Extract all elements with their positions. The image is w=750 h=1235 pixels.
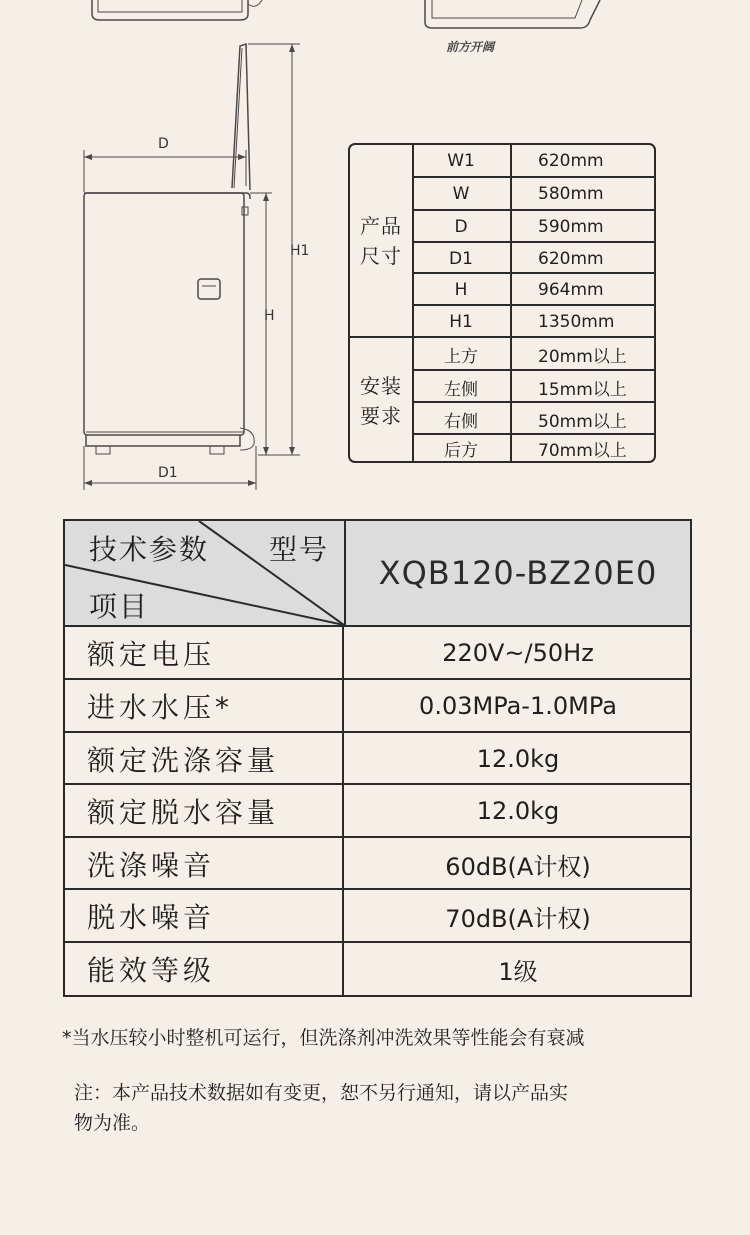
table-row (412, 433, 656, 463)
row-value: 70dB(A计权) (445, 904, 591, 933)
row-key: 脱水噪音 (65, 890, 344, 942)
header-model-label: 型号 (269, 533, 330, 566)
row-key: 进水水压* (65, 680, 344, 732)
group-label-line: 要求 (360, 403, 402, 428)
disclaimer-line: 物为准。 (74, 1112, 151, 1134)
row-value: 12.0kg (476, 797, 560, 825)
row-value: 1级 (498, 957, 538, 986)
group-label-line: 产品 (360, 213, 402, 238)
row-key: 能效等级 (65, 943, 344, 995)
group-label-line: 安装 (360, 373, 402, 398)
row-key: W1 (412, 145, 512, 177)
table-row (65, 943, 690, 995)
header-param-label: 技术参数 (89, 533, 210, 566)
row-value: 964mm (538, 280, 604, 300)
row-key: 额定洗涤容量 (65, 733, 344, 785)
table-row (412, 403, 656, 435)
table-row (412, 274, 656, 306)
table-row (412, 145, 656, 177)
row-key: W (412, 178, 512, 210)
table-row (412, 306, 656, 338)
header-corner-cell (65, 521, 346, 627)
disclaimer-note (74, 1078, 714, 1138)
row-value: 620mm (538, 249, 604, 269)
row-value: 20mm以上 (538, 346, 627, 367)
row-key: H (412, 274, 512, 306)
table-row (412, 371, 656, 403)
dimension-label-h1: H1 (290, 243, 310, 259)
footnote: *当水压较小时整机可运行，但洗涤剂冲洗效果等性能会有衰减 (62, 1027, 585, 1049)
row-value: 220V~/50Hz (442, 639, 594, 667)
row-key: D1 (412, 243, 512, 275)
row-value: 1350mm (538, 312, 615, 332)
row-key: 后方 (412, 433, 512, 463)
row-key: D (412, 211, 512, 243)
table-row (412, 338, 656, 370)
row-key: 额定电压 (65, 627, 344, 679)
model-number: XQB120-BZ20E0 (346, 521, 690, 627)
disclaimer-line: 注：本产品技术数据如有变更，恕不另行通知，请以产品实 (74, 1082, 569, 1104)
table-row (65, 838, 690, 890)
front-open-label: 前方开阔 (446, 40, 495, 54)
row-value: 70mm以上 (538, 440, 627, 461)
size-and-installation-table (348, 143, 656, 463)
group-product-size (350, 145, 414, 336)
group-install-requirements (350, 338, 414, 463)
group-label-line: 尺寸 (360, 243, 402, 268)
table-row (412, 243, 656, 275)
dimension-label-h: H (264, 308, 275, 324)
row-key: 上方 (412, 338, 512, 370)
row-key: 额定脱水容量 (65, 785, 344, 837)
dimension-label-d1: D1 (158, 465, 178, 481)
row-value: 0.03MPa-1.0MPa (419, 692, 617, 720)
dimension-label-d: D (158, 136, 169, 152)
technical-spec-table (63, 519, 692, 997)
row-value: 620mm (538, 151, 604, 171)
table-row (412, 178, 656, 210)
row-value: 60dB(A计权) (445, 852, 591, 881)
table-row (65, 785, 690, 837)
row-key: 洗涤噪音 (65, 838, 344, 890)
row-key: H1 (412, 306, 512, 338)
row-value: 12.0kg (476, 745, 560, 773)
table-row (412, 211, 656, 243)
row-value: 580mm (538, 184, 604, 204)
table-row (65, 890, 690, 942)
row-value: 590mm (538, 217, 604, 237)
table-row (65, 733, 690, 785)
row-key: 右侧 (412, 403, 512, 435)
table-row (65, 627, 690, 679)
row-value: 15mm以上 (538, 379, 627, 400)
row-key: 左侧 (412, 371, 512, 403)
row-value: 50mm以上 (538, 411, 627, 432)
header-item-label: 项目 (89, 590, 150, 623)
table-row (65, 680, 690, 732)
